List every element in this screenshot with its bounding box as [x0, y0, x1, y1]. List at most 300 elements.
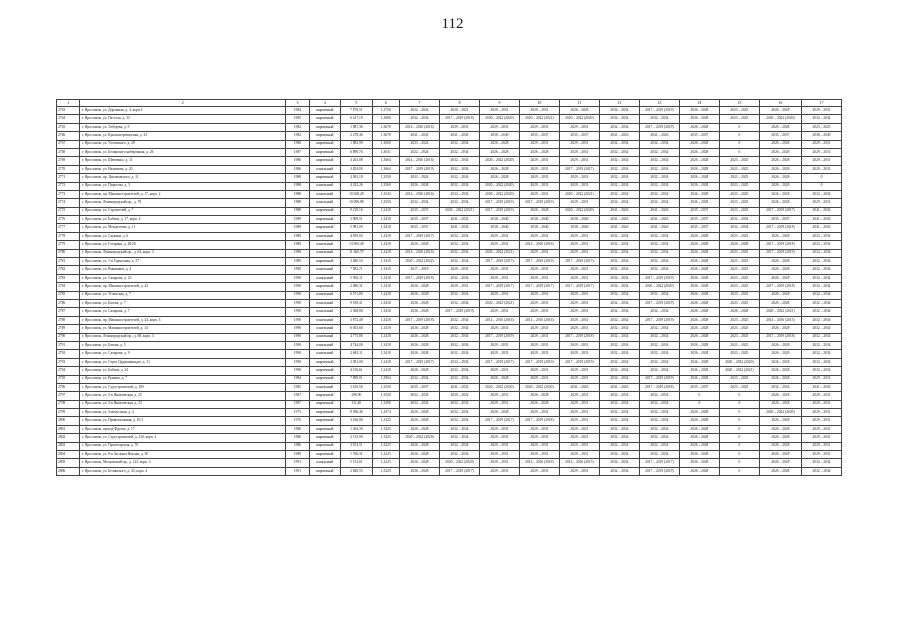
table-cell: г. Ярославль, ул. Судостроителей, д. 23б, корп. 2: [80, 434, 286, 442]
table-cell: г. Ярославль, ул. 1-я Тормозная, д. 37: [80, 258, 286, 266]
table-cell: 2026 – 2028: [399, 325, 439, 333]
table-cell: 2014 – 2016 (2016): [519, 316, 559, 324]
table-cell: 2029 – 2031: [801, 442, 841, 450]
table-cell: 2026 – 2028: [399, 333, 439, 341]
table-cell: 2773: [57, 190, 80, 198]
table-cell: 2032 – 2034: [439, 325, 479, 333]
table-cell: 2032 – 2034: [599, 291, 639, 299]
table-cell: 3 872,49: [341, 316, 373, 324]
table-cell: г. Ярославль, ул. Бабича, д. 17, корп. 4: [80, 216, 286, 224]
table-row: [57, 190, 842, 198]
table-cell: 2032 – 2034: [439, 148, 479, 156]
table-cell: 2032 – 2034: [599, 425, 639, 433]
table-cell: 2791: [57, 341, 80, 349]
table-cell: 2797: [57, 392, 80, 400]
table-cell: 2032 – 2034: [439, 190, 479, 198]
table-cell: 2029 – 2031: [519, 249, 559, 257]
column-header: 17: [801, 100, 841, 107]
table-cell: 0: [719, 123, 759, 131]
table-cell: 2032 – 2034: [599, 316, 639, 324]
table-cell: 2041 – 2043: [639, 132, 679, 140]
table-cell: 2041 – 2043: [801, 216, 841, 224]
table-cell: 2023 – 2025: [719, 182, 759, 190]
table-cell: 2032 – 2034: [639, 350, 679, 358]
table-cell: 2029 – 2031: [519, 434, 559, 442]
table-cell: 2026 – 2028: [679, 123, 719, 131]
table-cell: 2026 – 2028: [759, 341, 801, 349]
table-cell: г. Ярославль, ул. Шевченко, д. 11: [80, 157, 286, 165]
table-cell: 2017 – 2019 (2017): [519, 283, 559, 291]
table-cell: панельный: [309, 299, 341, 307]
table-cell: 2029 – 2031: [439, 266, 479, 274]
table-cell: 2026 – 2028: [759, 148, 801, 156]
table-cell: 1986: [286, 425, 309, 433]
table-cell: 2032 – 2034: [439, 350, 479, 358]
table-cell: 2770: [57, 165, 80, 173]
table-cell: 1,3418: [372, 291, 399, 299]
table-cell: 2029 – 2031: [519, 299, 559, 307]
table-cell: 2789: [57, 325, 80, 333]
table-row: [57, 350, 842, 358]
table-cell: г. Ярославль, ул. Дорожная, д. 4, корп.3: [80, 107, 286, 115]
column-header: 10: [519, 100, 559, 107]
table-cell: 1,3418: [372, 249, 399, 257]
table-cell: 2032 – 2034: [639, 358, 679, 366]
table-cell: панельный: [309, 241, 341, 249]
table-cell: 2776: [57, 216, 80, 224]
table-cell: кирпичный: [309, 207, 341, 215]
table-cell: 4 744,00: [341, 341, 373, 349]
table-cell: 2020 – 2022 (2021): [559, 190, 599, 198]
table-row: [57, 358, 842, 366]
table-cell: кирпичный: [309, 417, 341, 425]
table-cell: 2026 – 2028: [759, 157, 801, 165]
table-cell: 2032 – 2034: [599, 367, 639, 375]
table-cell: панельный: [309, 232, 341, 240]
table-cell: 2026 – 2028: [479, 140, 519, 148]
table-cell: 2020 – 2021: [439, 107, 479, 115]
table-cell: 2029 – 2031: [479, 459, 519, 467]
column-header: 14: [679, 100, 719, 107]
table-cell: 2029 – 2031: [801, 409, 841, 417]
table-cell: 1,3418: [372, 308, 399, 316]
table-cell: 2041 – 2043: [439, 132, 479, 140]
table-cell: 2026 – 2028: [399, 283, 439, 291]
table-cell: 2041 – 2043: [439, 224, 479, 232]
table-cell: 2032 – 2034: [599, 409, 639, 417]
table-cell: 2017 – 2019 (2019): [639, 123, 679, 131]
table-cell: 2026 – 2028: [679, 140, 719, 148]
table-cell: 2026 – 2028: [679, 325, 719, 333]
table-cell: 2041 – 2043: [439, 216, 479, 224]
table-cell: 1,3418: [372, 258, 399, 266]
table-cell: 2026 – 2028: [679, 341, 719, 349]
table-cell: 2774: [57, 199, 80, 207]
table-cell: 2032 – 2034: [801, 274, 841, 282]
table-cell: 1989: [286, 451, 309, 459]
table-cell: г. Ярославль, ул. Гагарина, д. 28/20: [80, 241, 286, 249]
table-cell: 2038 – 2040: [479, 216, 519, 224]
table-cell: 2032 – 2034: [599, 350, 639, 358]
table-cell: 6 417,10: [341, 115, 373, 123]
table-cell: 8 396,40: [341, 409, 373, 417]
table-cell: 1,3964: [372, 375, 399, 383]
table-cell: 2032 – 2034: [639, 115, 679, 123]
table-cell: 2032 – 2034: [599, 417, 639, 425]
table-cell: панельный: [309, 165, 341, 173]
table-cell: 0: [719, 434, 759, 442]
table-cell: 2029 – 2031: [559, 325, 599, 333]
table-cell: 2032 – 2034: [639, 425, 679, 433]
table-row: [57, 241, 842, 249]
table-cell: панельный: [309, 383, 341, 391]
table-cell: г. Ярославль, ул. Батова, д. 7: [80, 299, 286, 307]
table-cell: г. Ярославль, Ленинградский пр., д. 78: [80, 199, 286, 207]
table-cell: 2029 – 2031: [801, 148, 841, 156]
table-cell: 2029 – 2031: [519, 375, 559, 383]
table-cell: 2029 – 2031: [519, 274, 559, 282]
table-cell: 1982: [286, 132, 309, 140]
table-cell: г. Ярославль, ул. Привокзальная, д. 10/1: [80, 417, 286, 425]
table-row: [57, 165, 842, 173]
table-cell: панельный: [309, 325, 341, 333]
table-cell: 2032 – 2034: [399, 199, 439, 207]
table-cell: 0: [719, 140, 759, 148]
table-cell: панельный: [309, 341, 341, 349]
table-cell: 2023 – 2025: [719, 207, 759, 215]
table-cell: 2026 – 2028: [679, 199, 719, 207]
table-cell: 2032 – 2034: [639, 258, 679, 266]
table-cell: 1990: [286, 308, 309, 316]
table-cell: 2029 – 2031: [559, 241, 599, 249]
table-cell: 1,3543: [372, 190, 399, 198]
column-header: 4: [309, 100, 341, 107]
table-cell: 2032 – 2034: [439, 199, 479, 207]
table-cell: 2032 – 2034: [759, 383, 801, 391]
table-cell: 2026 – 2028: [679, 148, 719, 156]
table-cell: 1986: [286, 140, 309, 148]
table-cell: 1,3418: [372, 207, 399, 215]
table-cell: 2026 – 2028: [679, 425, 719, 433]
table-cell: 2029 – 2031: [479, 341, 519, 349]
table-cell: 1987: [286, 392, 309, 400]
table-cell: 2032 – 2034: [639, 442, 679, 450]
repair-schedule-table-container: [56, 99, 842, 476]
table-cell: 2026 – 2028: [759, 182, 801, 190]
table-cell: 2020 – 2022 (2021): [719, 367, 759, 375]
table-cell: 2032 – 2034: [439, 417, 479, 425]
table-cell: 2026 – 2028: [759, 140, 801, 148]
table-cell: г. Ярославль, ул. Сахарова, д. 9: [80, 350, 286, 358]
table-cell: 2029 – 2031: [519, 190, 559, 198]
table-cell: 2020 – 2022 (2020): [559, 207, 599, 215]
table-cell: 2026 – 2028: [519, 400, 559, 408]
table-row: [57, 451, 842, 459]
table-cell: 2032 – 2034: [399, 400, 439, 408]
table-cell: 1,3678: [372, 132, 399, 140]
page-number: 112: [441, 16, 464, 32]
table-cell: 1,3225: [372, 459, 399, 467]
table-cell: 2026 – 2028: [759, 442, 801, 450]
table-header: [57, 100, 842, 107]
table-cell: 2029 – 2031: [559, 291, 599, 299]
table-cell: 2029 – 2031: [519, 350, 559, 358]
table-cell: 2032 – 2034: [801, 350, 841, 358]
table-cell: 1991: [286, 459, 309, 467]
table-cell: 2041 – 2043: [599, 132, 639, 140]
table-cell: 1989: [286, 249, 309, 257]
table-cell: 2029 – 2031: [519, 367, 559, 375]
table-cell: 2768: [57, 148, 80, 156]
table-cell: 2020 – 2022 (2020): [519, 383, 559, 391]
table-cell: 2023 – 2025: [719, 375, 759, 383]
table-cell: 1986: [286, 165, 309, 173]
table-cell: 2017 – 2019 (2018): [399, 316, 439, 324]
table-cell: 2026 – 2028: [399, 341, 439, 349]
table-cell: 2032 – 2034: [439, 409, 479, 417]
table-cell: 2032 – 2034: [439, 400, 479, 408]
table-cell: 2029 – 2031: [479, 451, 519, 459]
table-cell: 2032 – 2034: [599, 107, 639, 115]
table-cell: 2032 – 2034: [439, 451, 479, 459]
table-cell: 2032 – 2034: [599, 341, 639, 349]
table-cell: г. Ярославль, ул. Пролетарская, д. 76: [80, 442, 286, 450]
table-cell: 2026 – 2028: [399, 409, 439, 417]
table-cell: 2032 – 2034: [599, 115, 639, 123]
table-cell: 2766: [57, 132, 80, 140]
table-cell: 1985: [286, 115, 309, 123]
column-header: 13: [639, 100, 679, 107]
table-cell: панельный: [309, 308, 341, 316]
table-cell: 2032 – 2034: [599, 199, 639, 207]
table-cell: 1,3418: [372, 350, 399, 358]
table-cell: 7 582,71: [341, 266, 373, 274]
table-cell: 2029 – 2031: [559, 157, 599, 165]
table-cell: 2038 – 2040: [559, 224, 599, 232]
table-cell: 2026 – 2028: [759, 467, 801, 475]
table-cell: панельный: [309, 459, 341, 467]
table-cell: 2041 – 2043: [639, 207, 679, 215]
table-cell: 1,3418: [372, 325, 399, 333]
table-cell: 2032 – 2034: [639, 367, 679, 375]
table-cell: 2026 – 2028: [759, 434, 801, 442]
table-cell: 1,3678: [372, 123, 399, 131]
table-cell: 1,3325: [372, 417, 399, 425]
table-cell: 2029 – 2031: [559, 148, 599, 156]
table-cell: 9 189,31: [341, 299, 373, 307]
table-cell: 1988: [286, 190, 309, 198]
table-row: [57, 392, 842, 400]
table-cell: 2029 – 2031: [519, 442, 559, 450]
table-cell: 2026 – 2028: [679, 367, 719, 375]
table-cell: г. Ярославль, пр. Циолковского, д. 11: [80, 174, 286, 182]
table-cell: 2029 – 2031: [519, 308, 559, 316]
table-cell: 2793: [57, 358, 80, 366]
table-cell: 2029 – 2031: [559, 299, 599, 307]
table-cell: 2029 – 2031: [519, 157, 559, 165]
table-cell: 1976: [286, 417, 309, 425]
table-cell: 2020 – 2022 (2020): [719, 358, 759, 366]
table-cell: панельный: [309, 266, 341, 274]
table-cell: 1990: [286, 325, 309, 333]
table-cell: 2029 – 2031: [519, 140, 559, 148]
table-cell: кирпичный: [309, 224, 341, 232]
table-cell: 2026 – 2028: [759, 199, 801, 207]
table-row: [57, 442, 842, 450]
table-cell: 2767: [57, 140, 80, 148]
table-cell: панельный: [309, 316, 341, 324]
table-cell: 2801: [57, 425, 80, 433]
table-cell: 4 322,26: [341, 182, 373, 190]
table-cell: 2023 – 2025: [719, 274, 759, 282]
table-cell: 2798: [57, 400, 80, 408]
table-cell: 2782: [57, 266, 80, 274]
table-cell: 2032 – 2034: [639, 249, 679, 257]
table-cell: 298,90: [341, 392, 373, 400]
table-row: [57, 383, 842, 391]
table-cell: 2023 – 2025: [719, 291, 759, 299]
table-cell: 2035 – 2037: [679, 207, 719, 215]
table-cell: 2029 – 2031: [801, 400, 841, 408]
table-cell: 2014 – 2016 (2016): [519, 241, 559, 249]
table-cell: 2017 – 2019 (2019): [759, 249, 801, 257]
table-cell: 2023 – 2025: [719, 350, 759, 358]
table-cell: г. Ярославль, ул. Судостроителей, д. 10б: [80, 383, 286, 391]
column-header: 1: [57, 100, 80, 107]
table-cell: 2035 – 2037: [559, 132, 599, 140]
table-cell: 2026 – 2028: [759, 417, 801, 425]
table-cell: 2029 – 2031: [479, 291, 519, 299]
table-cell: 2022 – 2024: [399, 148, 439, 156]
table-cell: 2020 – 2022 (2021): [479, 249, 519, 257]
table-row: [57, 182, 842, 190]
table-row: [57, 417, 842, 425]
table-cell: 2032 – 2034: [439, 375, 479, 383]
table-cell: 1,3225: [372, 467, 399, 475]
table-cell: 2026 – 2028: [679, 241, 719, 249]
table-cell: 1991: [286, 467, 309, 475]
table-cell: г. Ярославль, ул. Батова, д. 5: [80, 341, 286, 349]
table-cell: 2026 – 2028: [519, 148, 559, 156]
table-cell: 2032 – 2034: [801, 115, 841, 123]
table-cell: 2023 – 2025: [719, 165, 759, 173]
table-cell: 2778: [57, 232, 80, 240]
column-header: 15: [719, 100, 759, 107]
table-cell: 2020 – 2022 (2020): [639, 283, 679, 291]
table-row: [57, 341, 842, 349]
table-cell: 2026 – 2028: [519, 207, 559, 215]
table-cell: г. Ярославль, пр. Машиностроителей, д. 17, корп. 2: [80, 190, 286, 198]
table-cell: 2029 – 2031: [559, 451, 599, 459]
table-cell: г. Ярославль, ул. Строителей, д. 7: [80, 207, 286, 215]
table-cell: 2032 – 2034: [599, 123, 639, 131]
table-cell: 1990: [286, 358, 309, 366]
table-row: [57, 123, 842, 131]
table-cell: 3 969,51: [341, 216, 373, 224]
table-cell: 1,3225: [372, 425, 399, 433]
table-cell: 2029 – 2031: [559, 123, 599, 131]
table-cell: панельный: [309, 190, 341, 198]
table-cell: 2032 – 2034: [599, 249, 639, 257]
table-cell: 2026 – 2028: [679, 182, 719, 190]
table-cell: кирпичный: [309, 451, 341, 459]
table-cell: кирпичный: [309, 400, 341, 408]
table-cell: 2029 – 2031: [801, 375, 841, 383]
table-cell: 2041 – 2043: [599, 207, 639, 215]
table-cell: 7 878,51: [341, 107, 373, 115]
table-cell: 2029 – 2031: [559, 140, 599, 148]
table-cell: 2029 – 2031: [559, 182, 599, 190]
table-cell: панельный: [309, 291, 341, 299]
table-cell: 2032 – 2034: [439, 358, 479, 366]
table-cell: 1,3520: [372, 383, 399, 391]
table-cell: 1,3418: [372, 266, 399, 274]
table-cell: 1,3631: [372, 148, 399, 156]
table-cell: 2032 – 2034: [639, 232, 679, 240]
table-cell: 2038 – 2040: [801, 132, 841, 140]
table-cell: 2022 – 2024: [399, 107, 439, 115]
table-cell: 2032 – 2034: [639, 148, 679, 156]
table-cell: 2032 – 2034: [439, 249, 479, 257]
table-cell: 2029 – 2031: [519, 107, 559, 115]
table-cell: 2041 – 2043: [599, 216, 639, 224]
table-cell: 2020 – 2022 (2020): [479, 182, 519, 190]
table-cell: 2026 – 2028: [399, 350, 439, 358]
table-cell: 1,3418: [372, 274, 399, 282]
table-cell: 1,3225: [372, 442, 399, 450]
table-row: [57, 224, 842, 232]
table-cell: 2014 – 2016 (2015): [559, 459, 599, 467]
table-cell: 2032 – 2034: [599, 165, 639, 173]
table-cell: 1,3750: [372, 107, 399, 115]
table-cell: 2026 – 2028: [759, 291, 801, 299]
table-cell: 2014 – 2016 (2016): [479, 316, 519, 324]
table-cell: 2795: [57, 375, 80, 383]
table-cell: 5 963,11: [341, 274, 373, 282]
table-cell: 2014 – 2016 (2016): [399, 123, 439, 131]
table-cell: 2794: [57, 367, 80, 375]
table-row: [57, 308, 842, 316]
table-cell: 2017 – 2019 (2017): [479, 358, 519, 366]
table-row: [57, 258, 842, 266]
table-cell: 2029 – 2031: [479, 367, 519, 375]
table-cell: г. Ярославль, ул. Красноперекопская, д. 32: [80, 132, 286, 140]
table-cell: 2020 – 2022 (2020): [399, 434, 439, 442]
table-cell: 1988: [286, 207, 309, 215]
table-cell: 2020 – 2022 (2022): [399, 258, 439, 266]
table-cell: г. Ярославль, ул. Ухтомского, д. 28: [80, 140, 286, 148]
table-cell: 2017 – 2019 (2019): [479, 199, 519, 207]
table-cell: 2032 – 2034: [639, 182, 679, 190]
table-cell: 2032 – 2034: [599, 442, 639, 450]
table-cell: 2026 – 2028: [679, 266, 719, 274]
table-cell: 2026 – 2028: [719, 308, 759, 316]
table-cell: г. Ярославль, ул. Бабича, д. 24: [80, 367, 286, 375]
table-cell: 2032 – 2034: [599, 392, 639, 400]
table-cell: 2041 – 2043: [801, 224, 841, 232]
table-cell: кирпичный: [309, 434, 341, 442]
table-cell: 2029 – 2031: [439, 283, 479, 291]
table-cell: 2026 – 2028: [399, 459, 439, 467]
table-cell: 2029 – 2031: [519, 467, 559, 475]
table-cell: кирпичный: [309, 148, 341, 156]
table-cell: 1989: [286, 241, 309, 249]
table-cell: 2017 – 2019: [399, 266, 439, 274]
table-cell: 2026 – 2028: [679, 291, 719, 299]
table-cell: 2 848,55: [341, 467, 373, 475]
table-cell: 0: [719, 425, 759, 433]
table-cell: г. Ярославль, ул. 3-я Яковлевская, д. 23: [80, 400, 286, 408]
